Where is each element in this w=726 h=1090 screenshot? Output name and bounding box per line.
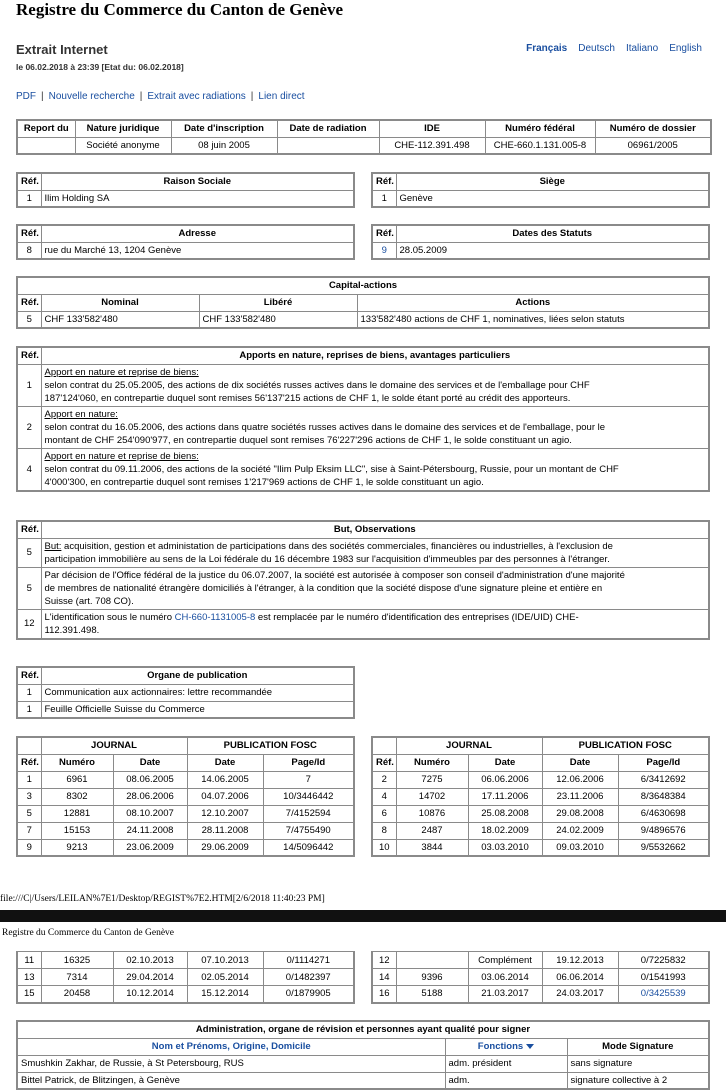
journal-group-header: JOURNAL — [396, 737, 542, 754]
but-entry — [41, 538, 709, 567]
ref-cell: 4 — [17, 448, 41, 491]
date-fosc-cell: 04.07.2006 — [187, 788, 263, 805]
date-journal-cell: 06.06.2006 — [468, 771, 542, 788]
page-id-cell: 10/3446442 — [263, 788, 354, 805]
lang-en[interactable]: English — [669, 43, 702, 54]
address-value: rue du Marché 13, 1204 Genève — [41, 242, 354, 259]
journal-table-left — [16, 736, 355, 857]
cell-nature: Société anonyme — [75, 137, 171, 154]
old-id-link[interactable]: CH-660-1131005-8 — [174, 611, 256, 623]
action-links: PDF | Nouvelle recherche | Extrait avec radiations | Lien direct — [16, 91, 305, 102]
page-id-cell: 0/7225832 — [618, 952, 709, 969]
observation-entry — [41, 609, 709, 639]
date-journal-cell: 03.03.2010 — [468, 839, 542, 856]
col-date-journal: Date — [113, 754, 187, 771]
ref-cell: 16 — [372, 986, 396, 1003]
ref-cell: 4 — [372, 788, 396, 805]
date-fosc-cell: 15.12.2014 — [187, 986, 263, 1003]
col-libere: Libéré — [199, 294, 357, 311]
col-fonctions-sort[interactable] — [445, 1038, 567, 1055]
apport-entry — [41, 364, 709, 406]
date-journal-cell: Complément — [468, 952, 542, 969]
journal-row — [17, 986, 354, 1003]
ref-cell: 10 — [372, 839, 396, 856]
col-numero: Numéro — [396, 754, 468, 771]
extract-heading: Extrait Internet — [16, 42, 108, 57]
siege-table — [371, 172, 710, 208]
col-date-inscription: Date d'inscription — [171, 120, 277, 137]
date-fosc-cell: 24.03.2017 — [542, 986, 618, 1003]
journal-table-left-cont — [16, 951, 355, 1004]
date-journal-cell: 08.06.2005 — [113, 771, 187, 788]
date-journal-cell: 08.10.2007 — [113, 805, 187, 822]
numero-cell: 5188 — [396, 986, 468, 1003]
libere-value: CHF 133'582'480 — [199, 311, 357, 328]
apport-text: montant de CHF 254'090'977, en contrepartie duquel sont remises 76'227'296 actions de CHF 1, le solde constituant un agio. — [44, 434, 572, 446]
col-nominal: Nominal — [41, 294, 199, 311]
ref-cell: 2 — [17, 406, 41, 448]
capital-table — [16, 276, 710, 329]
ref-header: Réf. — [17, 173, 41, 190]
ref-cell: 5 — [17, 567, 41, 609]
fosc-group-header: PUBLICATION FOSC — [187, 737, 354, 754]
journal-row — [372, 952, 709, 969]
page-id-cell: 8/3648384 — [618, 788, 709, 805]
numero-cell: 6961 — [41, 771, 113, 788]
col-nature: Nature juridique — [75, 120, 171, 137]
numero-cell: 8302 — [41, 788, 113, 805]
apport-text: 4'000'300, en contrepartie duquel sont remises 1'217'969 actions de CHF 1, le solde constituant un agio. — [44, 476, 484, 488]
date-journal-cell: 29.04.2014 — [113, 969, 187, 986]
numero-cell: 10876 — [396, 805, 468, 822]
ref-cell: 14 — [372, 969, 396, 986]
date-fosc-cell: 07.10.2013 — [187, 952, 263, 969]
apport-text: selon contrat du 09.11.2006, des actions de la société "Ilim Pulp Eksim LLC", sise à Saint-Pétersbourg, Russie, pour un montant de CHF — [44, 463, 619, 475]
person-signature: signature collective à 2 — [567, 1072, 709, 1089]
page-id-cell: 7/4152594 — [263, 805, 354, 822]
page-id-cell: 6/3412692 — [618, 771, 709, 788]
person-function: adm. — [445, 1072, 567, 1089]
date-fosc-cell: 24.02.2009 — [542, 822, 618, 839]
ref-cell: 6 — [372, 805, 396, 822]
section-title: Administration, organe de révision et personnes ayant qualité pour signer — [17, 1021, 709, 1038]
section-title: Siège — [396, 173, 709, 190]
cell-dossier: 06961/2005 — [595, 137, 711, 154]
actions-value: 133'582'480 actions de CHF 1, nominatives, liées selon statuts — [357, 311, 709, 328]
observation-text: Suisse (art. 708 CO). — [44, 595, 134, 607]
direct-link[interactable]: Lien direct — [258, 91, 305, 102]
page-id-cell: 0/1879905 — [263, 986, 354, 1003]
page-id-cell: 0/1114271 — [263, 952, 354, 969]
lang-de[interactable]: Deutsch — [578, 43, 615, 54]
col-date-journal: Date — [468, 754, 542, 771]
section-title: Apports en nature, reprises de biens, avantages particuliers — [41, 347, 709, 364]
observation-text: Par décision de l'Office fédéral de la justice du 06.07.2007, la société est autorisée à composer son conseil d'administration d'une majorité — [44, 569, 625, 581]
but-text: participation immobilière au sens de la Loi fédérale du 16 décembre 1983 sur l'acquisition d'immeubles par des personnes à l'étranger. — [44, 553, 610, 565]
ref-cell: 1 — [17, 701, 41, 718]
journal-row — [372, 969, 709, 986]
observation-entry — [41, 567, 709, 609]
date-fosc-cell: 29.06.2009 — [187, 839, 263, 856]
journal-row — [17, 805, 354, 822]
page-id-cell[interactable]: 0/3425539 — [618, 986, 709, 1003]
organe-value: Communication aux actionnaires: lettre recommandée — [41, 684, 354, 701]
ref-cell: 5 — [17, 311, 41, 328]
numero-cell: 3844 — [396, 839, 468, 856]
observation-text: est remplacée par le numéro d'identification des entreprises (IDE/UID) CHE- — [255, 611, 579, 623]
blank-header — [17, 737, 41, 754]
col-actions: Actions — [357, 294, 709, 311]
section-title: But, Observations — [41, 521, 709, 538]
raison-sociale-table — [16, 172, 355, 208]
numero-cell: 7275 — [396, 771, 468, 788]
section-title: Dates des Statuts — [396, 225, 709, 242]
col-nom-link[interactable]: Nom et Prénoms, Origine, Domicile — [17, 1038, 445, 1055]
date-journal-cell: 21.03.2017 — [468, 986, 542, 1003]
cell-report — [17, 137, 75, 154]
page-id-cell: 7 — [263, 771, 354, 788]
ref-header: Réf. — [372, 225, 396, 242]
col-date-radiation: Date de radiation — [277, 120, 379, 137]
journal-row — [372, 771, 709, 788]
blank-header — [372, 737, 396, 754]
date-fosc-cell: 12.10.2007 — [187, 805, 263, 822]
ref-header: Réf. — [17, 347, 41, 364]
numero-cell: 15153 — [41, 822, 113, 839]
date-fosc-cell: 09.03.2010 — [542, 839, 618, 856]
summary-table — [16, 119, 712, 155]
journal-row — [372, 788, 709, 805]
journal-row — [17, 822, 354, 839]
ref-cell: 1 — [17, 684, 41, 701]
journal-row — [17, 952, 354, 969]
ref-cell: 5 — [17, 538, 41, 567]
journal-table-right — [371, 736, 710, 857]
page-id-cell: 0/1482397 — [263, 969, 354, 986]
observation-text: L'identification sous le numéro — [44, 611, 175, 623]
ref-cell: 8 — [372, 822, 396, 839]
ref-cell: 12 — [372, 952, 396, 969]
statuts-date: 28.05.2009 — [396, 242, 709, 259]
but-table — [16, 520, 710, 640]
date-journal-cell: 02.10.2013 — [113, 952, 187, 969]
ref-header: Réf. — [17, 754, 41, 771]
organe-table — [16, 666, 355, 719]
numero-cell: 14702 — [396, 788, 468, 805]
apports-table — [16, 346, 710, 492]
ref-cell: 9 — [17, 839, 41, 856]
pdf-link[interactable]: PDF — [16, 91, 36, 102]
cell-ide: CHE-112.391.498 — [379, 137, 485, 154]
adresse-table — [16, 224, 355, 260]
ref-header: Réf. — [372, 173, 396, 190]
numero-cell: 16325 — [41, 952, 113, 969]
date-journal-cell: 24.11.2008 — [113, 822, 187, 839]
date-fosc-cell: 23.11.2006 — [542, 788, 618, 805]
date-journal-cell: 17.11.2006 — [468, 788, 542, 805]
journal-row — [372, 986, 709, 1003]
but-heading: But: — [44, 540, 62, 552]
cell-date-inscription: 08 juin 2005 — [171, 137, 277, 154]
date-journal-cell: 25.08.2008 — [468, 805, 542, 822]
ref-header: Réf. — [17, 667, 41, 684]
cell-date-radiation — [277, 137, 379, 154]
company-name: Ilim Holding SA — [41, 190, 354, 207]
journal-row — [17, 771, 354, 788]
date-fosc-cell: 19.12.2013 — [542, 952, 618, 969]
apport-entry — [41, 448, 709, 491]
apport-text: selon contrat du 16.05.2006, des actions dans quatre sociétés russes actives dans le domaine des services et de l'emballage, pour le — [44, 421, 606, 433]
apport-heading: Apport en nature: — [44, 408, 118, 420]
col-report: Report du — [17, 120, 75, 137]
ref-cell: 7 — [17, 822, 41, 839]
page-title: Registre du Commerce du Canton de Genève — [16, 0, 344, 19]
lang-fr[interactable]: Français — [526, 43, 568, 54]
nominal-value: CHF 133'582'480 — [41, 311, 199, 328]
person-name: Bittel Patrick, de Blitzingen, à Genève — [17, 1072, 445, 1089]
col-page-id: Page/Id — [263, 754, 354, 771]
journal-row — [17, 969, 354, 986]
page-break-bar — [0, 910, 726, 922]
date-fosc-cell: 06.06.2014 — [542, 969, 618, 986]
col-fonctions-label: Fonctions — [477, 1041, 524, 1052]
page-id-cell: 7/4755490 — [263, 822, 354, 839]
date-journal-cell: 18.02.2009 — [468, 822, 542, 839]
col-date-fosc: Date — [187, 754, 263, 771]
date-fosc-cell: 29.08.2008 — [542, 805, 618, 822]
numero-cell — [396, 952, 468, 969]
page-id-cell: 9/5532662 — [618, 839, 709, 856]
date-journal-cell: 23.06.2009 — [113, 839, 187, 856]
numero-cell: 20458 — [41, 986, 113, 1003]
date-fosc-cell: 14.06.2005 — [187, 771, 263, 788]
journal-row — [372, 839, 709, 856]
organe-value: Feuille Officielle Suisse du Commerce — [41, 701, 354, 718]
journal-table-right-cont — [371, 951, 710, 1004]
person-name: Smushkin Zakhar, de Russie, à St Petersbourg, RUS — [17, 1055, 445, 1072]
numero-cell: 9396 — [396, 969, 468, 986]
col-page-id: Page/Id — [618, 754, 709, 771]
apport-heading: Apport en nature et reprise de biens: — [44, 366, 199, 378]
radiations-link[interactable]: Extrait avec radiations — [147, 91, 246, 102]
ref-header: Réf. — [17, 294, 41, 311]
numero-cell: 2487 — [396, 822, 468, 839]
observation-text: de membres de nationalité étrangère domiciliés à l'étranger, à la condition que la société dispose d'une signature pleine et entière en — [44, 582, 603, 594]
extract-date: le 06.02.2018 à 23:39 [Etat du: 06.02.2018] — [16, 62, 184, 72]
date-fosc-cell: 28.11.2008 — [187, 822, 263, 839]
section-title: Raison Sociale — [41, 173, 354, 190]
ref-cell: 8 — [17, 242, 41, 259]
ref-cell: 1 — [17, 364, 41, 406]
lang-it[interactable]: Italiano — [625, 43, 659, 54]
numero-cell: 12881 — [41, 805, 113, 822]
ref-cell: 11 — [17, 952, 41, 969]
journal-row — [372, 805, 709, 822]
ref-cell: 5 — [17, 805, 41, 822]
ref-cell: 1 — [17, 190, 41, 207]
ref-header: Réf. — [17, 521, 41, 538]
person-signature: sans signature — [567, 1055, 709, 1072]
apport-entry — [41, 406, 709, 448]
section-title: Capital-actions — [17, 277, 709, 294]
ref-cell: 15 — [17, 986, 41, 1003]
col-dossier: Numéro de dossier — [595, 120, 711, 137]
numero-cell: 9213 — [41, 839, 113, 856]
page-id-cell: 0/1541993 — [618, 969, 709, 986]
section-title: Adresse — [41, 225, 354, 242]
ref-link[interactable]: 9 — [372, 242, 396, 259]
journal-row — [372, 822, 709, 839]
administration-table — [16, 1020, 710, 1090]
statuts-table — [371, 224, 710, 260]
col-numero: Numéro — [41, 754, 113, 771]
ref-cell: 3 — [17, 788, 41, 805]
section-title: Organe de publication — [41, 667, 354, 684]
page-id-cell: 6/4630698 — [618, 805, 709, 822]
ref-cell: 12 — [17, 609, 41, 639]
date-journal-cell: 10.12.2014 — [113, 986, 187, 1003]
journal-group-header: JOURNAL — [41, 737, 187, 754]
journal-row — [17, 839, 354, 856]
ref-cell: 13 — [17, 969, 41, 986]
apport-text: 187'124'060, en contrepartie duquel sont remises 56'137'215 actions de CHF 1, le solde étant porté au crédit des apporteurs. — [44, 392, 571, 404]
siege-value: Genève — [396, 190, 709, 207]
date-journal-cell: 28.06.2006 — [113, 788, 187, 805]
person-function: adm. président — [445, 1055, 567, 1072]
ref-cell: 2 — [372, 771, 396, 788]
col-mode-signature: Mode Signature — [567, 1038, 709, 1055]
ref-cell: 1 — [17, 771, 41, 788]
new-search-link[interactable]: Nouvelle recherche — [48, 91, 135, 102]
col-ide: IDE — [379, 120, 485, 137]
date-fosc-cell: 12.06.2006 — [542, 771, 618, 788]
ref-header: Réf. — [17, 225, 41, 242]
cell-federal: CHE-660.1.131.005-8 — [485, 137, 595, 154]
numero-cell: 7314 — [41, 969, 113, 986]
fosc-group-header: PUBLICATION FOSC — [542, 737, 709, 754]
journal-row — [17, 788, 354, 805]
observation-text: 112.391.498. — [44, 624, 100, 636]
language-selector — [526, 43, 702, 54]
print-header: Registre du Commerce du Canton de Genève — [2, 928, 175, 938]
col-date-fosc: Date — [542, 754, 618, 771]
col-federal: Numéro fédéral — [485, 120, 595, 137]
page-id-cell: 9/4896576 — [618, 822, 709, 839]
but-text: acquisition, gestion et administation de participations dans des sociétés commerciales, financières ou industrielles, à l'exclusion de — [61, 540, 613, 552]
ref-header: Réf. — [372, 754, 396, 771]
page-id-cell: 14/5096442 — [263, 839, 354, 856]
ref-cell: 1 — [372, 190, 396, 207]
apport-heading: Apport en nature et reprise de biens: — [44, 450, 199, 462]
print-footer: file:///C|/Users/LEILAN%7E1/Desktop/REGIST%7E2.HTM[2/6/2018 11:40:23 PM] — [0, 894, 325, 904]
date-fosc-cell: 02.05.2014 — [187, 969, 263, 986]
date-journal-cell: 03.06.2014 — [468, 969, 542, 986]
sort-down-icon — [526, 1044, 534, 1049]
apport-text: selon contrat du 25.05.2005, des actions de dix sociétés russes actives dans le domaine des services et de l'emballage pour CHF — [44, 379, 590, 391]
